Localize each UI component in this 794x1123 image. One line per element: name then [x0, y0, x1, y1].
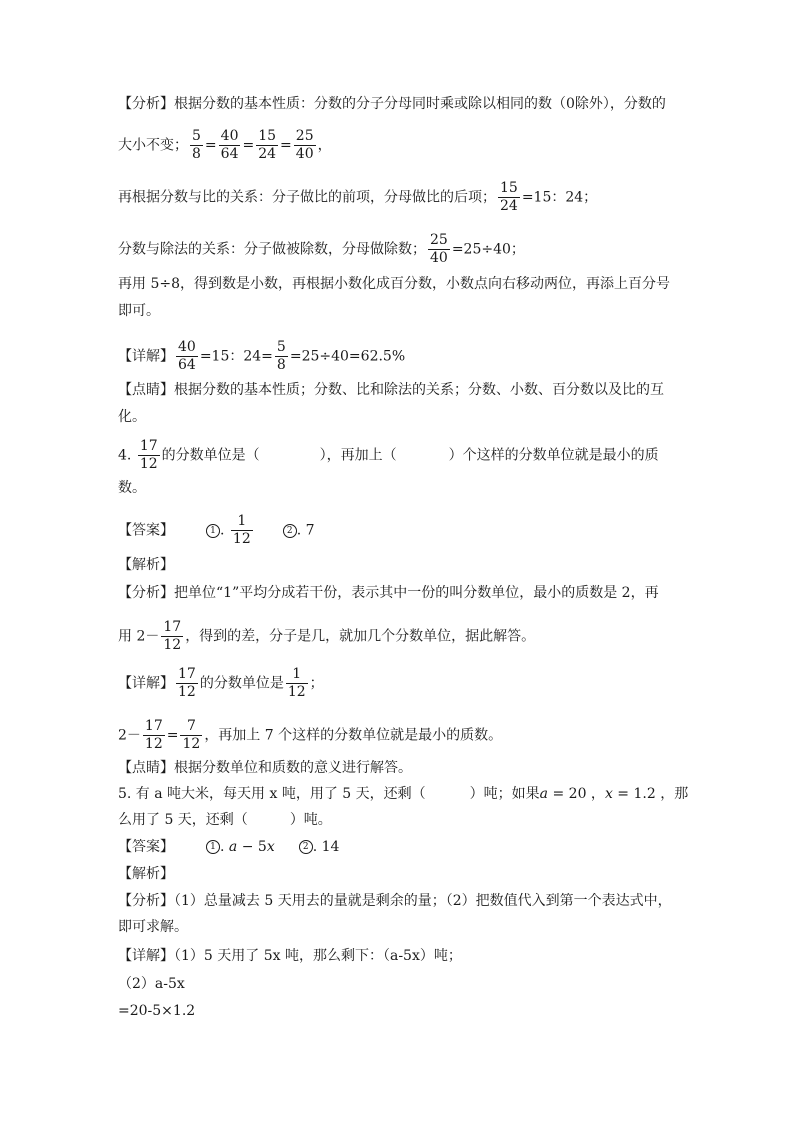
ratio-text: 再根据分数与比的关系：分子做比的前项，分母做比的后项； — [118, 189, 496, 206]
percent-line-1: 再用 5÷8，得到数是小数，再根据小数化成百分数，小数点向右移动两位，再添上百分号 — [118, 276, 670, 292]
jiexi-tag: 【解析】 — [118, 866, 174, 882]
fraction: $\frac{17}{12}$ — [139, 438, 158, 472]
fenxi-tag: 【分析】 — [118, 585, 174, 601]
percent-line-2: 即可。 — [118, 303, 160, 319]
question-5-line-1: 5. 有 a 吨大米，每天用 x 吨，用了 5 天，还剩（ ）吨；如果a = 20 ，x = 1.2 ，那 — [118, 786, 689, 802]
circled-number: 2 — [283, 524, 297, 538]
jiexi-tag: 【解析】 — [118, 557, 174, 573]
fraction: $\frac{1}{12}$ — [287, 666, 306, 700]
question-number: 4. — [118, 447, 132, 464]
fraction: $\frac{7}{12}$ — [182, 718, 201, 752]
fraction: $\frac{25}{40}$ — [430, 232, 448, 266]
xiangjie-line: 【详解】 $\frac{40}{64}$ =15：24= $\frac{5}{8}$ =25÷40=62.5% — [118, 339, 406, 373]
fenxi-line-2: 即可求解。 — [118, 919, 188, 935]
question-4-line-1: 4. $\frac{17}{12}$ 的分数单位是（ ），再加上（ ）个这样的分数单位就是最小的质 — [118, 438, 659, 472]
xiangjie-line: 【详解】（1）5 天用了 5x 吨，那么剩下：（a-5x）吨； — [118, 948, 462, 964]
fraction: $\frac{1}{12}$ — [232, 513, 251, 547]
fraction: $\frac{15}{24}$ — [500, 180, 518, 214]
fraction: $\frac{17}{12}$ — [144, 718, 163, 752]
xiangjie-line: 【详解】 $\frac{17}{12}$ 的分数单位是 $\frac{1}{12}$ ； — [118, 666, 324, 700]
fraction: $\frac{40}{64}$ — [178, 339, 196, 373]
fraction: $\frac{5}{8}$ — [192, 128, 201, 162]
answer-line: 【答案】 1 . $\frac{1}{12}$ 2 . 7 — [118, 513, 315, 547]
dianjing-line-1: 【点睛】根据分数的基本性质；分数、比和除法的关系；分数、小数、百分数以及比的互 — [118, 382, 664, 398]
answer-tag: 【答案】 — [118, 522, 174, 539]
question-4-line-2: 数。 — [118, 480, 146, 496]
equals-sign: = — [204, 137, 217, 154]
fraction: $\frac{5}{8}$ — [276, 339, 286, 373]
circled-number: 2 — [299, 840, 313, 854]
fraction: $\frac{15}{24}$ — [258, 128, 277, 162]
calc-line-1: （2）a-5x — [118, 976, 185, 992]
answer-tag: 【答案】 — [118, 839, 174, 855]
dianjing-tag: 【点睛】 — [118, 760, 174, 776]
ratio-line: 再根据分数与比的关系：分子做比的前项，分母做比的后项； $\frac{15}{24}$ =15：24； — [118, 180, 598, 214]
division-text: 分数与除法的关系：分子做被除数，分母做除数； — [118, 241, 426, 258]
equals-sign: = — [280, 137, 292, 154]
fraction-equality-line: 大小不变； $\frac{5}{8}$ = $\frac{40}{64}$ = $\frac{15}{24}$ = $\frac{25}{40}$ ， — [118, 128, 332, 162]
xiangjie-tag: 【详解】 — [118, 675, 174, 692]
fraction: $\frac{17}{12}$ — [163, 619, 182, 653]
fenxi-line-1: 【分析】把单位“1”平均分成若干份，表示其中一份的叫分数单位，最小的质数是 2，再 — [118, 585, 659, 601]
answer-line: 【答案】 1 . a − 5x 2 . 14 — [118, 839, 340, 855]
equals-sign: = — [242, 137, 255, 154]
fraction: $\frac{40}{64}$ — [220, 128, 239, 162]
fenxi-line-2: 用 2－ $\frac{17}{12}$ ，得到的差，分子是几，就加几个分数单位，据此解答。 — [118, 619, 536, 653]
dianjing-tag: 【点睛】 — [118, 382, 174, 398]
division-line: 分数与除法的关系：分子做被除数，分母做除数； $\frac{25}{40}$ =25÷40； — [118, 232, 525, 266]
circled-number: 1 — [206, 840, 220, 854]
fenxi-line-1: 【分析】（1）总量减去 5 天用去的量就是剩余的量；（2）把数值代入到第一个表达式中， — [118, 893, 672, 909]
fraction: $\frac{25}{40}$ — [295, 128, 314, 162]
circled-number: 1 — [206, 524, 220, 538]
xiangjie-tag: 【详解】 — [118, 948, 174, 964]
line-prefix: 大小不变； — [118, 137, 188, 154]
xiangjie-calc-line: 2－ $\frac{17}{12}$ = $\frac{7}{12}$ ，再加上 7 个这样的分数单位就是最小的质数。 — [118, 718, 503, 752]
dianjing-line: 【点睛】根据分数单位和质数的意义进行解答。 — [118, 760, 412, 776]
calc-line-2: =20-5×1.2 — [118, 1003, 196, 1019]
fenxi-text: 根据分数的基本性质：分数的分子分母同时乘或除以相同的数（0除外），分数的 — [174, 96, 666, 112]
fraction: $\frac{17}{12}$ — [178, 666, 196, 700]
fenxi-tag: 【分析】 — [118, 96, 174, 112]
fenxi-tag: 【分析】 — [118, 893, 174, 909]
dianjing-line-2: 化。 — [118, 409, 146, 425]
fenxi-line-1 — [118, 94, 666, 114]
question-5-line-2: 么用了 5 天，还剩（ ）吨。 — [118, 812, 332, 828]
xiangjie-tag: 【详解】 — [118, 348, 174, 365]
